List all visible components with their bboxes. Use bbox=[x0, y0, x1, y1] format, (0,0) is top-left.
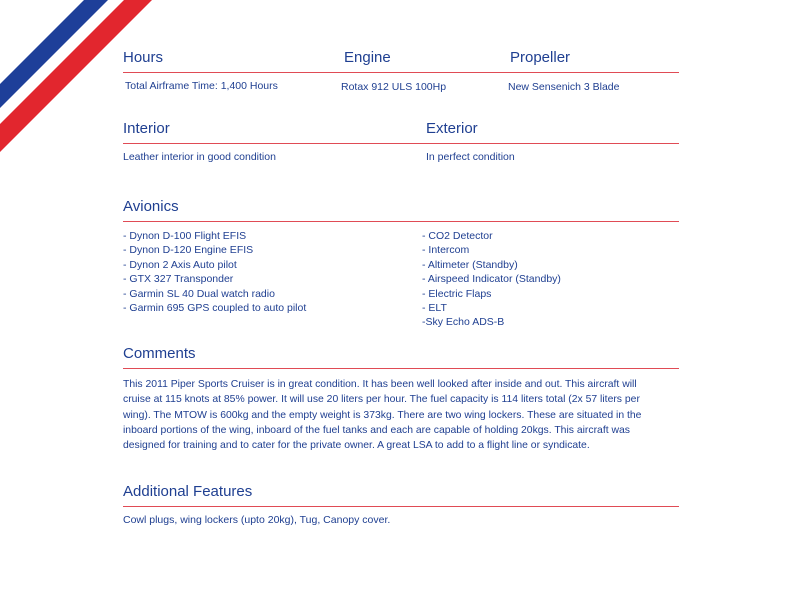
list-item: - Dynon D-120 Engine EFIS bbox=[123, 244, 254, 257]
avionics-heading: Avionics bbox=[123, 198, 179, 215]
exterior-value: In perfect condition bbox=[426, 151, 515, 163]
additional-features-value: Cowl plugs, wing lockers (upto 20kg), Tug, Canopy cover. bbox=[123, 514, 391, 526]
hours-engine-propeller-divider bbox=[123, 72, 679, 73]
interior-exterior-divider bbox=[123, 143, 679, 144]
hours-heading: Hours bbox=[123, 49, 164, 66]
avionics-list-right bbox=[422, 229, 561, 330]
list-item: - GTX 327 Transponder bbox=[123, 273, 234, 286]
propeller-heading: Propeller bbox=[510, 49, 571, 66]
list-item: - CO2 Detector bbox=[422, 230, 493, 242]
engine-value: Rotax 912 ULS 100Hp bbox=[341, 81, 447, 93]
list-item: - Garmin 695 GPS coupled to auto pilot bbox=[123, 302, 307, 315]
list-item: -Sky Echo ADS-B bbox=[422, 316, 505, 329]
comments-heading: Comments bbox=[123, 345, 196, 362]
list-item: - Altimeter (Standby) bbox=[422, 258, 518, 271]
comments-line: This 2011 Piper Sports Cruiser is in great condition. It has been well looked after inside and out. This aircraft will bbox=[123, 379, 637, 390]
list-item: - Airspeed Indicator (Standby) bbox=[422, 273, 561, 286]
additional-features-heading: Additional Features bbox=[123, 483, 253, 500]
additional-features-divider bbox=[123, 506, 679, 507]
engine-heading: Engine bbox=[344, 49, 391, 66]
interior-value: Leather interior in good condition bbox=[123, 151, 276, 163]
list-item: - Garmin SL 40 Dual watch radio bbox=[123, 287, 275, 300]
comments-divider bbox=[123, 368, 679, 369]
avionics-divider bbox=[123, 221, 679, 222]
list-item: - Dynon D-100 Flight EFIS bbox=[123, 230, 247, 242]
hours-value: Total Airframe Time: 1,400 Hours bbox=[125, 80, 278, 92]
exterior-heading: Exterior bbox=[426, 120, 478, 137]
comments-paragraph bbox=[123, 377, 683, 453]
list-item: - Intercom bbox=[422, 244, 470, 257]
list-item: - ELT bbox=[422, 302, 447, 315]
propeller-value: New Sensenich 3 Blade bbox=[508, 81, 620, 93]
comments-line: cruise at 115 knots at 85% power. It will use 20 liters per hour. The fuel capacity is 114 liters total (2x 57 liters per bbox=[123, 394, 640, 406]
list-item: - Dynon 2 Axis Auto pilot bbox=[123, 258, 237, 271]
comments-line: designed for training and to cater for the private owner. A great LSA to add to a flight line or syndicate. bbox=[123, 440, 590, 452]
list-item: - Electric Flaps bbox=[422, 287, 492, 300]
comments-line: inboard portions of the wing, inboard of the fuel tanks and each are capable of holding 20kgs. This aircraft was bbox=[123, 424, 630, 436]
avionics-list-left bbox=[123, 229, 306, 315]
comments-line: wing). The MTOW is 600kg and the empty weight is 373kg. There are two wing lockers. These are situated in the bbox=[123, 409, 642, 421]
interior-heading: Interior bbox=[123, 120, 170, 137]
